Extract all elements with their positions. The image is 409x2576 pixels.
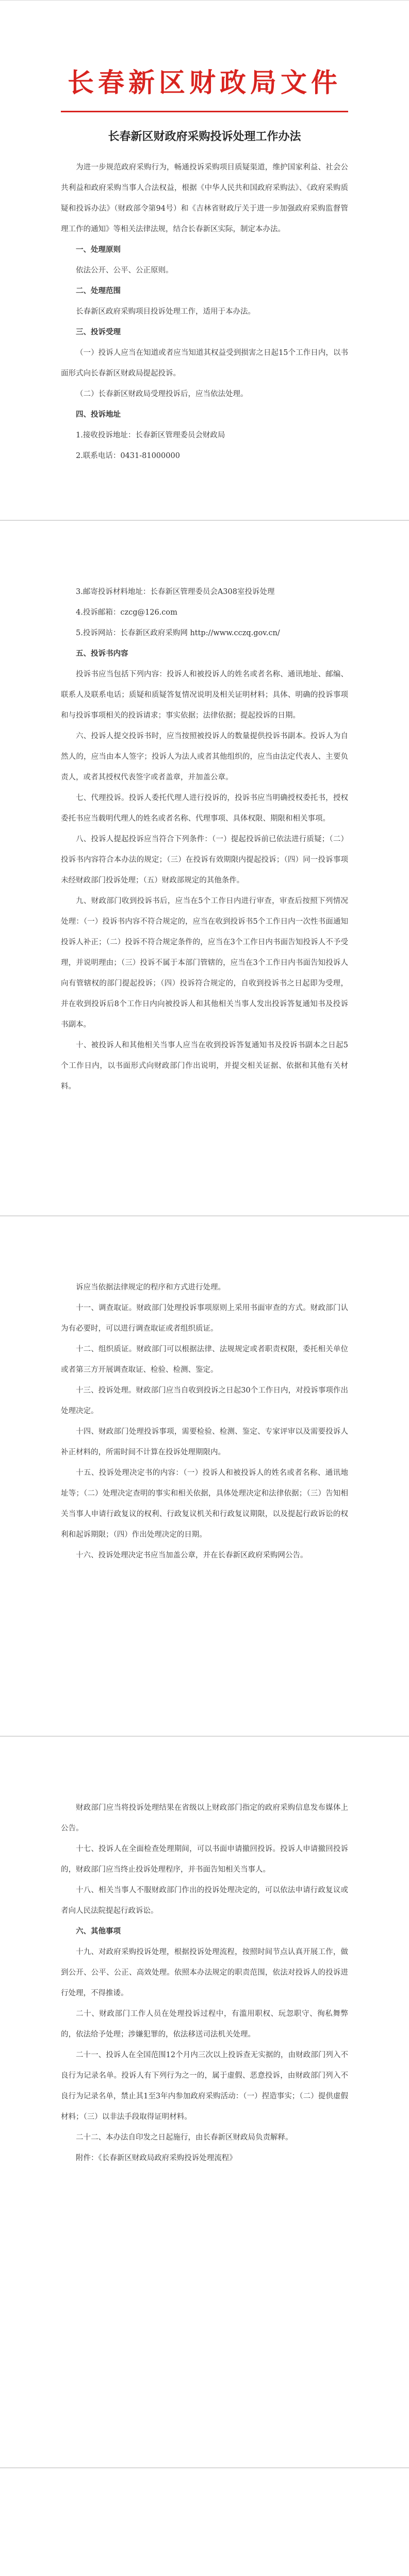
paragraph: 十六、投诉处理决定书应当加盖公章，并在长春新区政府采购网公告。 — [76, 1551, 308, 1560]
paragraph: 十九、对政府采购投诉处理，根据投诉处理流程，按照时间节点认真开展工作，做到公开、公平、公正、高效处理。依照本办法规定的职责范围，依法对投诉人的投诉进行处理，不得推诿。 — [61, 1948, 348, 1997]
paragraph: （一）投诉人应当在知道或者应当知道其权益受到损害之日起15个工作日内，以书面形式向长春新区财政局提起投诉。 — [61, 349, 348, 378]
paragraph: 六、投诉人提交投诉书时，应当按照被投诉人的数量提供投诉书副本。投诉人为自然人的，应当由本人签字；投诉人为法人或者其他组织的，应当由法定代表人、主要负责人，或者其授权代表签字或者盖章，并加盖公章。 — [61, 732, 348, 782]
section-heading: 六、其他事项 — [76, 1927, 121, 1936]
paragraph: 财政部门应当将投诉处理结果在省级以上财政部门指定的政府采购信息发布媒体上公告。 — [61, 1804, 348, 1833]
intro-paragraph: 为进一步规范政府采购行为，畅通投诉采购项目质疑渠道，维护国家利益、社会公共利益和政府采购当事人合法权益，根据《中华人民共和国政府采购法》、《政府采购质疑和投诉办法》（财政部令第94号）和《吉林省财政厅关于进一步加强政府采购监督管理工作的通知》等相关法律法规，结合长春新区实际，制定本办法。 — [61, 163, 348, 233]
paragraph: 二十二、本办法自印发之日起施行，由长春新区财政局负责解释。 — [76, 2133, 293, 2142]
paragraph: 十四、财政部门处理投诉事项，需要检验、检测、鉴定、专家评审以及需要投诉人补正材料的，所需时间不计算在投诉处理期限内。 — [61, 1428, 348, 1456]
red-divider-line — [61, 111, 348, 112]
paragraph: 十八、相关当事人不服财政部门作出的投诉处理决定的，可以依法申请行政复议或者向人民法院提起行政诉讼。 — [61, 1886, 348, 1915]
paragraph: 十三、投诉处理。财政部门应当自收到投诉之日起30个工作日内，对投诉事项作出处理决定。 — [61, 1386, 348, 1415]
paragraph: 5.投诉网站：长春新区政府采购网 http://www.cczq.gov.cn/ — [76, 629, 280, 637]
paragraph: 二十、财政部门工作人员在处理投诉过程中，有滥用职权、玩忽职守、徇私舞弊的，依法给予处理；涉嫌犯罪的，依法移送司法机关处理。 — [61, 2010, 348, 2039]
paragraph: 长春新区政府采购项目投诉处理工作，适用于本办法。 — [76, 308, 255, 316]
paragraph: 十二、组织质证。财政部门可以根据法律、法规规定或者职责权限，委托相关单位或者第三方开展调查取证、检验、检测、鉴定。 — [61, 1345, 348, 1374]
paragraph: 七、代理投诉。投诉人委托代理人进行投诉的，投诉书应当明确授权委托书，授权委托书应当载明代理人的姓名或者名称、代理事项、具体权限、期限和相关事项。 — [61, 794, 348, 823]
section-heading: 四、投诉地址 — [76, 410, 121, 419]
page-5 — [0, 2468, 409, 2576]
page-4 — [0, 1736, 409, 2468]
section-heading: 一、处理原则 — [76, 245, 121, 254]
red-header-title: 长春新区财政局文件 — [67, 67, 341, 98]
paragraph: 4.投诉邮箱：czcg@126.com — [76, 608, 177, 617]
paragraph: 1.接收投诉地址：长春新区管理委员会财政局 — [76, 431, 225, 439]
paragraph: 二十一、投诉人在全国范围12个月内三次以上投诉查无实据的，由财政部门列入不良行为记录名单。投诉人有下列行为之一的，属于虚假、恶意投诉，由财政部门列入不良行为记录名单，禁止其1至3年内参加政府采购活动：（一）捏造事实；（二）提供虚假材料；（三）以非法手段取得证明材料。 — [61, 2051, 348, 2121]
paragraph: 诉应当依据法律规定的程序和方式进行处理。 — [76, 1283, 225, 1292]
paragraph: 投诉书应当包括下列内容：投诉人和被投诉人的姓名或者名称、通讯地址、邮编、联系人及联系电话；质疑和质疑答复情况说明及相关证明材料；具体、明确的投诉事项和与投诉事项相关的投诉请求；事实依据；法律依据；提起投诉的日期。 — [61, 670, 348, 720]
paragraph: 3.邮寄投诉材料地址：长春新区管理委员会A308室投诉处理 — [76, 588, 275, 596]
document-title: 长春新区财政府采购投诉处理工作办法 — [108, 130, 301, 143]
paragraph: 十、被投诉人和其他相关当事人应当在收到投诉答复通知书及投诉书副本之日起5个工作日内，以书面形式向财政部门作出说明，并提交相关证据、依据和其他有关材料。 — [61, 1041, 348, 1091]
paragraph: 十七、投诉人在全面检查处理期间，可以书面申请撤回投诉。投诉人申请撤回投诉的，财政部门应当终止投诉处理程序，并书面告知相关当事人。 — [61, 1845, 348, 1874]
section-heading: 五、投诉书内容 — [76, 649, 128, 658]
page-3 — [0, 1216, 409, 1736]
paragraph: 九、财政部门收到投诉书后，应当在5个工作日内进行审查，审查后按照下列情况处理：（一）投诉书内容不符合规定的，应当在收到投诉书5个工作日内一次性书面通知投诉人补正；（二）投诉不符合规定条件的，应当在3个工作日内书面告知投诉人不予受理，并说明理由；（三）投诉不属于本部门管辖的，应当在3个工作日内书面告知投诉人向有管辖权的部门提起投诉；（四）投诉符合规定的，自收到投诉书之日起即为受理，并在收到投诉后8个工作日内向被投诉人和其他相关当事人发出投诉答复通知书及投诉书副本。 — [61, 897, 348, 1029]
paragraph: 十五、投诉处理决定书的内容：（一）投诉人和被投诉人的姓名或者名称、通讯地址等；（二）处理决定查明的事实和相关依据，具体处理决定和法律依据；（三）告知相关当事人申请行政复议的权利、行政复议机关和行政复议期限，以及提起行政诉讼的权利和起诉期限；（四）作出处理决定的日期。 — [61, 1469, 348, 1539]
section-heading: 三、投诉受理 — [76, 328, 121, 336]
paragraph: 2.联系电话：0431-81000000 — [76, 452, 180, 460]
paragraph: 八、投诉人提起投诉应当符合下列条件：（一）提起投诉前已依法进行质疑；（二）投诉书内容符合本办法的规定；（三）在投诉有效期限内提起投诉；（四）同一投诉事项未经财政部门投诉处理；（五）财政部规定的其他条件。 — [61, 835, 348, 885]
attachment-note: 附件：《长春新区财政局政府采购投诉处理流程》 — [76, 2154, 237, 2162]
paragraph: 十一、调查取证。财政部门处理投诉事项原则上采用书面审查的方式。财政部门认为有必要时，可以进行调查取证或者组织质证。 — [61, 1304, 348, 1333]
paragraph: 依法公开、公平、公正原则。 — [76, 266, 173, 275]
page-1 — [0, 0, 409, 520]
section-heading: 二、处理范围 — [76, 286, 121, 295]
paragraph: （二）长春新区财政局受理投诉后，应当依法处理。 — [76, 390, 248, 398]
page-2 — [0, 520, 409, 1216]
